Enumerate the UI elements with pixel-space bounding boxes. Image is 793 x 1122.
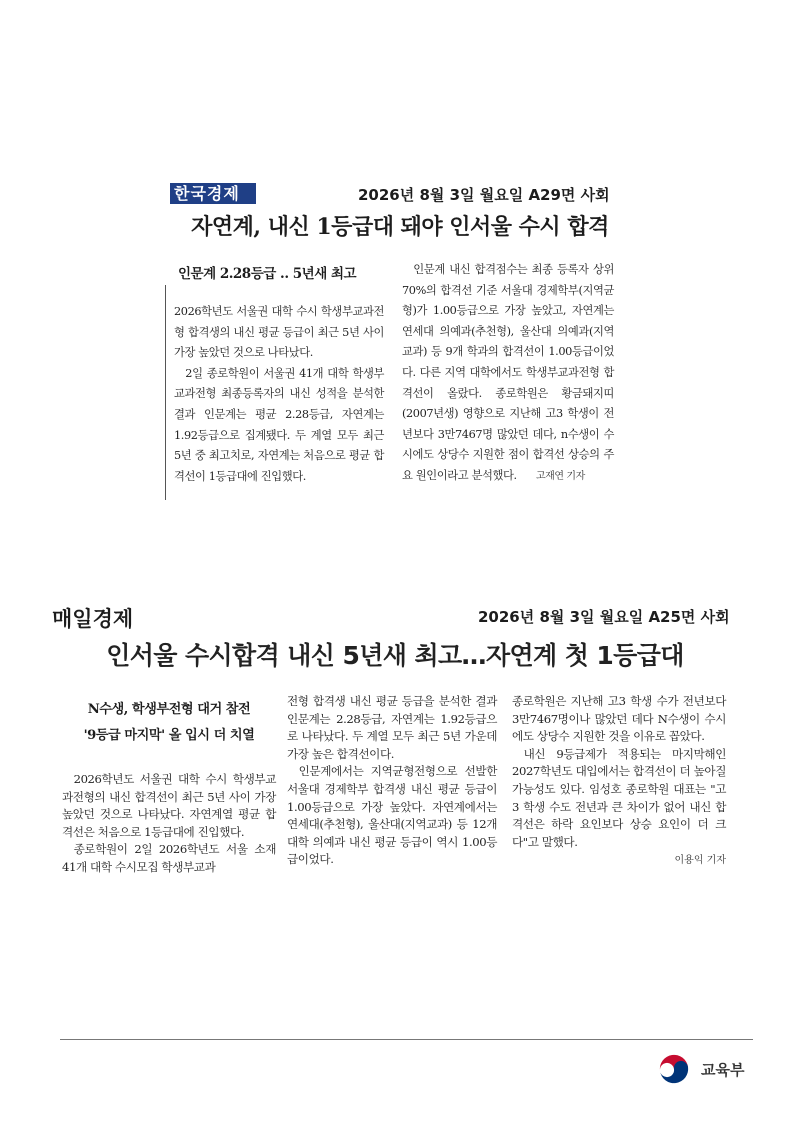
article1-headline: 자연계, 내신 1등급대 돼야 인서울 수시 합격	[191, 214, 609, 240]
article1-subheadline: 인문계 2.28등급 ‥ 5년새 최고	[178, 266, 357, 282]
article2-paragraph-6: 내신 9등급제가 적용되는 마지막해인 2027학년도 대입에서는 합격선이 더 높아질 가능성도 있다. 임성호 종로학원 대표는 "고3 학생 수도 전년과 큰 차이가 없어 내신 합격선은 하락 요인보다 상승 요인이 더 크다"고 말했다.	[512, 746, 726, 849]
article2-paragraph-5: 종로학원은 지난해 고3 학생 수가 전년보다 3만7467명이나 많았던 데다 N수생이 수시에도 상당수 지원한 것을 이유로 꼽았다.	[512, 694, 726, 744]
article1-paragraph-2: 2일 종로학원이 서울권 41개 대학 학생부교과전형 최종등록자의 내신 성적을 분석한 결과 인문계는 평균 2.28등급, 자연계는 1.92등급으로 집계됐다. 두 계열 모두 최근 5년 중 최고치로, 자연계는 처음으로 평균 합격선이 1등급대에 진입했다.	[174, 366, 384, 483]
paper-name-hankyung: 한국경제	[170, 183, 256, 204]
article2-subheadline	[62, 697, 276, 749]
article1-paragraph-3	[402, 260, 614, 488]
taegeuk-logo-icon	[657, 1052, 691, 1086]
article1-byline: 고재연 기자	[535, 470, 585, 482]
article2-byline: 이용익 기자	[674, 855, 726, 867]
article1-right-column	[402, 260, 614, 488]
article2-column-1	[62, 771, 276, 877]
article1-paragraph-3-text: 인문계 내신 합격점수는 최종 등록자 상위 70%의 합격선 기준 서울대 경제학부(지역균형)가 1.00등급으로 가장 높았고, 자연계는 연세대 의예과(추천형), 울산대 의예과(지역교과) 등 9개 학과의 합격선이 1.00등급이었다. 다른 지역 대학에서도 학생부교과전형 합격선이 올랐다. 종로학원은 황금돼지띠(2007년생) 영향으로 지난해 고3 학생이 전년보다 3만7467명 많았던 데다, n수생이 수시에도 상당수 지원한 점이 합격선 상승의 주요 원인이라고 분석했다.	[402, 263, 614, 482]
article2-column-2	[287, 693, 497, 869]
article2-paragraph-2: 종로학원이 2일 2026학년도 서울 소재 41개 대학 수시모집 학생부교과	[62, 842, 276, 874]
article2-paragraph-3: 전형 합격생 내신 평균 등급을 분석한 결과 인문계는 2.28등급, 자연계는 1.92등급으로 나타났다. 두 계열 모두 최근 5년 가운데 가장 높은 합격선이다.	[287, 694, 497, 761]
article2-paragraph-4: 인문계에서는 지역균형전형으로 선발한 서울대 경제학부 합격생 내신 평균 등급이 1.00등급으로 가장 높았다. 자연계에서는 연세대(추천형), 울산대(지역교과) 등 12개 대학 의예과 내신 평균 등급이 역시 1.00등급이었다.	[287, 764, 497, 867]
article1-paragraph-1: 2026학년도 서울권 대학 수시 학생부교과전형 합격생의 내신 평균 등급이 최근 5년 사이 가장 높았던 것으로 나타났다.	[174, 305, 384, 360]
article2-dateline: 2026년 8월 3일 월요일 A25면 사회	[478, 608, 730, 626]
article1-left-column	[174, 302, 384, 487]
article2-subheadline-line-2: '9등급 마지막' 올 입시 더 치열	[83, 728, 255, 743]
ministry-name: 교육부	[701, 1061, 745, 1079]
article2-headline: 인서울 수시합격 내신 5년새 최고…자연계 첫 1등급대	[106, 641, 684, 670]
footer-divider	[60, 1039, 753, 1040]
article1-column-rule	[165, 285, 166, 500]
article1-dateline: 2026년 8월 3일 월요일 A29면 사회	[358, 186, 610, 204]
article2-paragraph-1: 2026학년도 서울권 대학 수시 학생부교과전형의 내신 합격선이 최근 5년 사이 가장 높았던 것으로 나타났다. 자연계열 평균 합격선은 처음으로 1등급대에 진입했다.	[62, 772, 276, 839]
paper-name-maeil: 매일경제	[52, 607, 134, 631]
article2-subheadline-line-1: N수생, 학생부전형 대거 참전	[87, 702, 251, 717]
article2-column-3	[512, 693, 726, 870]
